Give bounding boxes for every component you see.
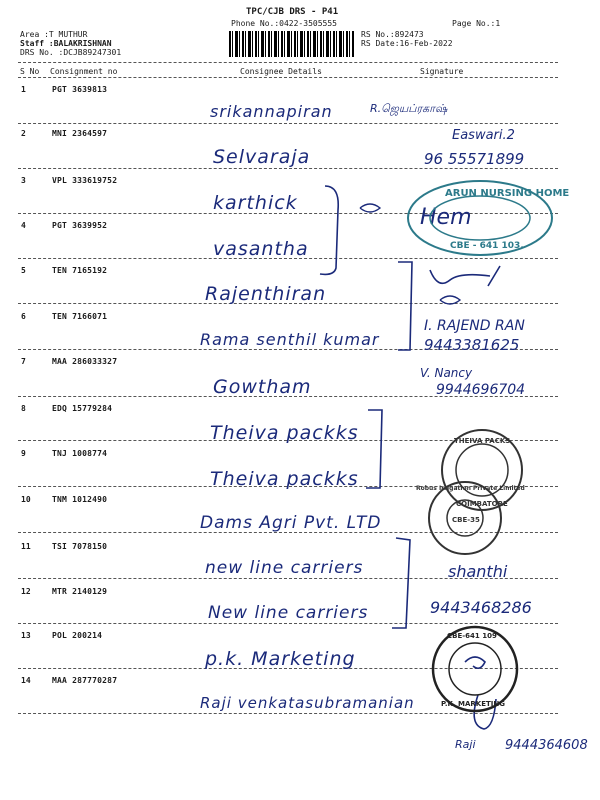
- row-number: 7: [21, 357, 26, 366]
- phone-number: Phone No.:0422-3505555: [231, 19, 337, 28]
- drs-number: DRS No. :DCJB89247301: [20, 48, 122, 57]
- consignment-no: MAA 287770287: [52, 676, 118, 685]
- consignee-name: karthick: [213, 192, 298, 214]
- consignee-name: Gowtham: [213, 376, 312, 398]
- consignee-name: Raji venkatasubramanian: [200, 694, 415, 712]
- consignee-name: Dams Agri Pvt. LTD: [200, 513, 382, 533]
- document-title: TPC/CJB DRS - P41: [246, 7, 339, 17]
- consignment-no: PGT 3639952: [52, 221, 108, 230]
- stamp-city: COIMBATORE: [456, 500, 508, 508]
- col-signature: Signature: [420, 67, 464, 76]
- signature-nancy: V. Nancy: [420, 366, 473, 380]
- consignee-name: Theiva packks: [210, 468, 359, 490]
- consignment-no: TEN 7166071: [52, 312, 108, 321]
- col-sno: S No: [20, 67, 40, 76]
- consignment-no: VPL 333619752: [52, 176, 118, 185]
- rs-number: RS No.:892473: [361, 30, 424, 39]
- consignment-no: MNI 2364597: [52, 129, 108, 138]
- robus-stamp: [410, 478, 525, 558]
- stamp-name: THEIVA PACKS: [454, 437, 511, 445]
- row-number: 5: [21, 266, 26, 275]
- col-consignment: Consignment no: [50, 67, 118, 76]
- consignment-no: TNM 1012490: [52, 495, 108, 504]
- signature-shanthi: shanthi: [448, 562, 508, 581]
- signature-phone: 9444364608: [505, 738, 588, 753]
- signature-phone: 9443381625: [424, 336, 520, 354]
- stamp-city: CBE-35: [452, 516, 480, 524]
- row-number: 14: [21, 676, 31, 685]
- nursing-home-stamp: [405, 178, 570, 258]
- stamp-address: CBE-641 109: [447, 632, 497, 640]
- consignee-name: p.k. Marketing: [205, 648, 356, 670]
- signature-rajendran: I. RAJEND RAN: [424, 318, 525, 334]
- staff-label: Staff :BALAKRISHNAN: [20, 39, 112, 48]
- row-number: 8: [21, 404, 26, 413]
- consignment-no: EDQ 15779284: [52, 404, 113, 413]
- signature-phone: 9944696704: [436, 382, 526, 398]
- signature-eswari: Easwari.2: [452, 128, 515, 143]
- consignment-no: TEN 7165192: [52, 266, 108, 275]
- signature-phone: 9443468286: [430, 598, 532, 617]
- consignee-name: Rama senthil kumar: [200, 330, 380, 349]
- row-number: 11: [21, 542, 31, 551]
- consignment-no: PGT 3639813: [52, 85, 108, 94]
- signature-phone: 96 55571899: [424, 150, 525, 168]
- consignee-name: srikannapiran: [210, 102, 333, 121]
- signature-raji: Raji: [455, 738, 476, 751]
- consignee-name: New line carriers: [208, 603, 369, 623]
- page-number: Page No.:1: [452, 19, 501, 28]
- row-number: 6: [21, 312, 26, 321]
- signature-scrawl: Hem: [420, 205, 472, 230]
- row-number: 3: [21, 176, 26, 185]
- consignment-no: MTR 2140129: [52, 587, 108, 596]
- stamp-address: CBE - 641 103.: [450, 241, 524, 251]
- row-number: 10: [21, 495, 31, 504]
- col-consignee: Consignee Details: [240, 67, 322, 76]
- row-number: 13: [21, 631, 31, 640]
- consignee-name: vasantha: [213, 238, 309, 260]
- consignment-no: MAA 286033327: [52, 357, 118, 366]
- row-number: 9: [21, 449, 26, 458]
- signature-tamil: R.ஜெயப்ரகாஷ்: [370, 102, 448, 115]
- consignee-name: Rajenthiran: [205, 283, 327, 305]
- pk-marketing-stamp: [425, 624, 525, 714]
- stamp-name: ARUN NURSING HOME: [445, 188, 570, 199]
- row-number: 12: [21, 587, 31, 596]
- consignee-name: new line carriers: [205, 558, 364, 578]
- row-number: 2: [21, 129, 26, 138]
- row-number: 1: [21, 85, 26, 94]
- consignment-no: POL 200214: [52, 631, 103, 640]
- consignment-no: TNJ 1008774: [52, 449, 108, 458]
- area-label: Area :T MUTHUR: [20, 30, 88, 39]
- stamp-name: P.K. MARKETING: [441, 700, 505, 708]
- consignee-name: Selvaraja: [213, 146, 311, 168]
- stamp-name: Robus Irrigation Private Limited: [416, 485, 525, 492]
- row-number: 4: [21, 221, 26, 230]
- consignee-name: Theiva packks: [210, 422, 359, 444]
- consignment-no: TSI 7078150: [52, 542, 108, 551]
- rs-date: RS Date:16-Feb-2022: [361, 39, 453, 48]
